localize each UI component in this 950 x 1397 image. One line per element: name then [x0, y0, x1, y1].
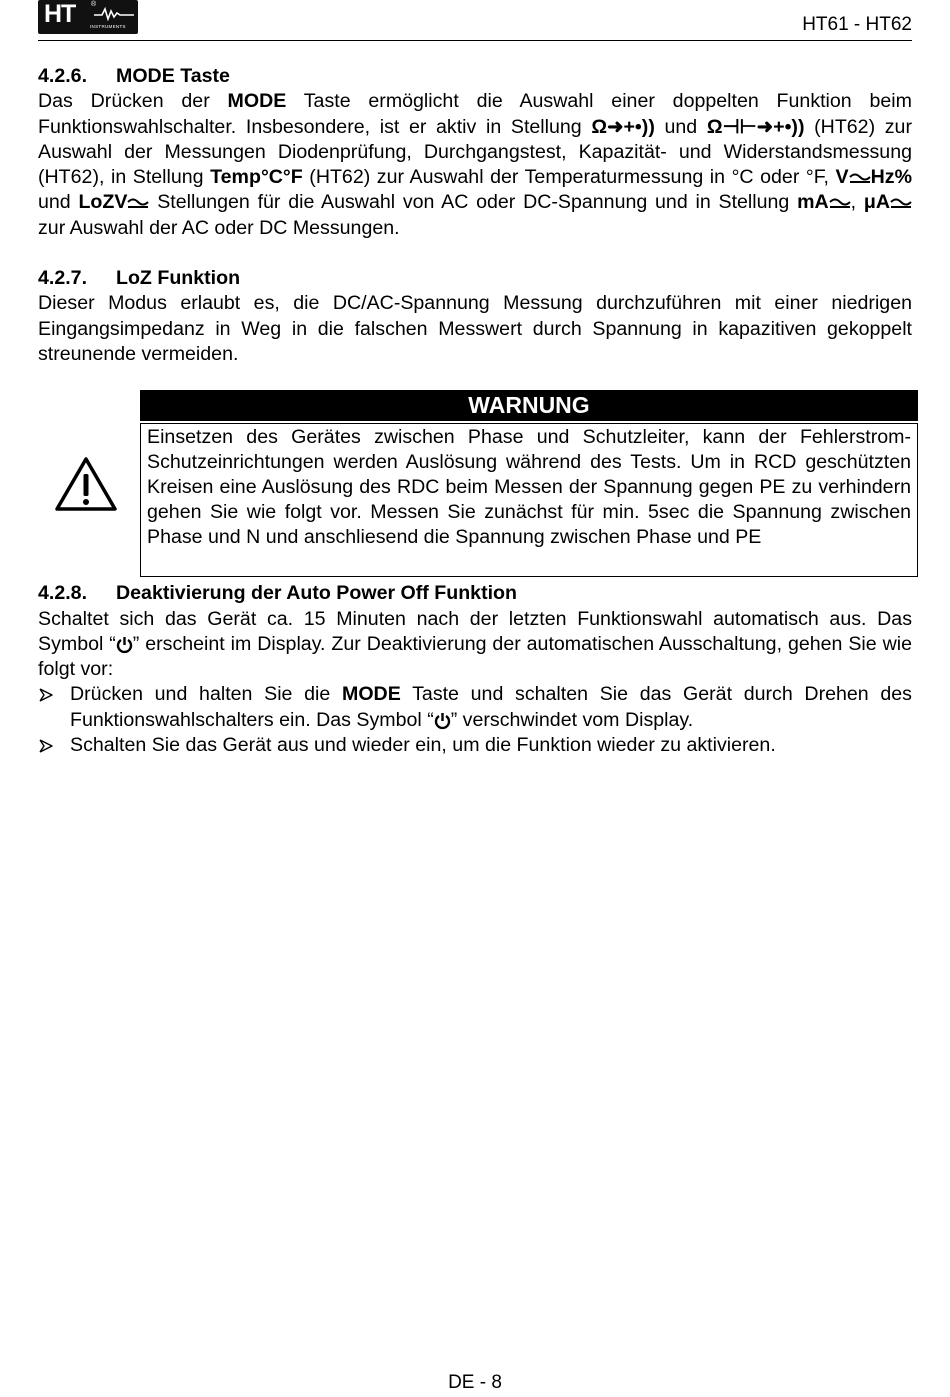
- instruction-list: [38, 682, 912, 758]
- text-run: ” erscheint im Display. Zur Deaktivierung der automatischen Ausschaltung, gehen Sie wie folgt vor:: [38, 632, 912, 681]
- text-run: (HT62) zur Auswahl der Messungen Diodenprüfung, Durchgangstest, Kapazität- und Widerstandsmessung (HT62), in Stellung: [38, 115, 912, 189]
- mode-keyword: MODE: [342, 683, 401, 706]
- section-heading-4-2-6: [38, 64, 912, 89]
- text-run: (HT62) zur Auswahl der Temperaturmessung in °C oder °F,: [302, 166, 836, 189]
- arrow-bullet-icon: [38, 739, 54, 753]
- arrow-bullet-icon: [38, 688, 54, 702]
- warning-title: WARNUNG: [140, 390, 918, 421]
- hz-keyword: Hz%: [870, 166, 912, 189]
- warning-triangle-icon: [54, 456, 118, 512]
- ac-dc-wave-icon: [127, 197, 149, 209]
- text-run: ,: [850, 191, 864, 214]
- mode-keyword: MODE: [227, 90, 287, 113]
- warning-text-box: [140, 423, 918, 577]
- diode-continuity-symbol-icon: Ω➜+•)): [591, 115, 655, 138]
- model-name: HT61 - HT62: [802, 14, 912, 35]
- text-run: Taste ermöglicht die Auswahl einer doppelten Funktion beim Funktionswahlschalter. Insbesondere, ist er aktiv in Stellung: [38, 90, 912, 138]
- text-run: Taste und schalten Sie das Gerät durch Drehen des Funktionswahlschalters ein. Das Symbol “: [70, 683, 912, 731]
- capacitance-diode-continuity-symbol-icon: Ω⊣⊢➜+•)): [706, 115, 805, 138]
- text-run: ” verschwindet vom Display.: [450, 708, 694, 731]
- section-number: 4.2.7.: [38, 267, 88, 290]
- text-run: Das Drücken der: [38, 90, 228, 113]
- text-run: zur Auswahl der AC oder DC Messungen.: [38, 216, 400, 239]
- list-item: [38, 682, 912, 733]
- auto-power-off-icon: [116, 636, 133, 654]
- page-number: DE - 8: [448, 1372, 502, 1393]
- logo-text: HT: [44, 0, 76, 28]
- paragraph-loz-funktion: Dieser Modus erlaubt es, die DC/AC-Spannung Messung durchzuführen mit einer niedrigen Eingangsimpedanz in Weg in die falschen Messwert durch Spannung in kapazitiven gekoppelt streunende vermeiden.: [38, 292, 912, 365]
- ac-dc-wave-icon: [829, 197, 851, 209]
- section-number: 4.2.8.: [38, 582, 88, 605]
- ac-dc-wave-icon: [849, 172, 871, 184]
- text-run: Schalten Sie das Gerät aus und wieder ein, um die Funktion wieder zu aktivieren.: [70, 734, 776, 757]
- auto-power-off-icon: [434, 712, 451, 730]
- ma-keyword: mA: [797, 191, 829, 214]
- warning-text: Einsetzen des Gerätes zwischen Phase und Schutzleiter, kann der Fehlerstrom-Schutzeinrichtungen werden Auslösung während des Tests. Um in RCD geschützten Kreisen eine Auslösung des RDC beim Messen der Spannung gegen PE zu verhindern gehen Sie wie folgt vor. Messen Sie zunächst für min. 5sec die Spannung zwischen Phase und N und anschliesend die Spannung zwischen Phase und PE: [147, 426, 911, 549]
- section-title: MODE Taste: [116, 65, 230, 87]
- ht-instruments-logo: [38, 0, 138, 34]
- list-item: [38, 733, 912, 758]
- section-number: 4.2.6.: [38, 65, 88, 87]
- warning-block: [38, 390, 912, 581]
- registered-mark: ®: [91, 1, 97, 8]
- section-heading-4-2-7: [38, 266, 912, 291]
- page-content: [38, 64, 912, 758]
- lozv-keyword: LoZV: [78, 191, 128, 214]
- ac-dc-wave-icon: [890, 197, 912, 209]
- section-title: Deaktivierung der Auto Power Off Funktion: [116, 582, 517, 605]
- logo-subtext: INSTRUMENTS: [90, 24, 126, 29]
- paragraph-mode-taste: [38, 89, 912, 241]
- temp-keyword: Temp°C°F: [210, 166, 303, 189]
- ua-keyword: μA: [863, 191, 891, 214]
- v-keyword: V: [835, 166, 849, 189]
- text-run: Stellungen für die Auswahl von AC oder DC-Spannung und in Stellung: [149, 191, 798, 214]
- text-run: Schaltet sich das Gerät ca. 15 Minuten nach der letzten Funktionswahl automatisch aus. Das Symbol “: [38, 607, 912, 655]
- text-run: und: [38, 191, 79, 214]
- section-title: LoZ Funktion: [116, 267, 241, 290]
- section-heading-4-2-8: [38, 581, 912, 606]
- page-header: [38, 0, 912, 41]
- logo-wave-icon: [94, 7, 134, 21]
- text-run: Drücken und halten Sie die: [70, 683, 342, 706]
- text-run: und: [654, 115, 707, 138]
- paragraph-auto-power-off: [38, 607, 912, 683]
